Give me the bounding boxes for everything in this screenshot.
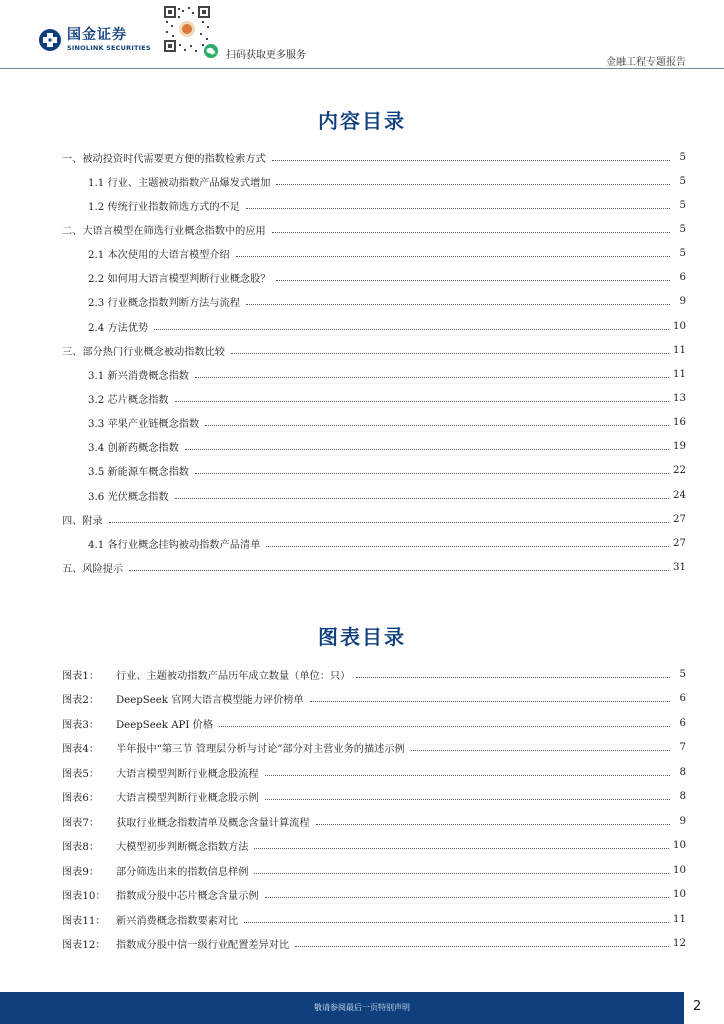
figure-entry-label: 新兴消费概念指数要素对比 <box>116 915 239 927</box>
dot-leader <box>154 329 669 330</box>
toc-entry-label: 3.4 创新药概念指数 <box>88 443 179 455</box>
toc-title: 内容目录 <box>318 109 406 133</box>
dot-leader <box>265 775 670 776</box>
sinolink-logo-icon <box>38 28 62 52</box>
table-of-contents <box>62 145 686 580</box>
page-number: 2 <box>693 999 702 1014</box>
toc-entry-label: 三、部分热门行业概念被动指数比较 <box>62 346 225 358</box>
qr-caption: 扫码获取更多服务 <box>226 50 306 61</box>
toc-entry-label: 四、附录 <box>62 515 103 527</box>
toc-entry[interactable] <box>62 193 686 217</box>
toc-entry-label: 3.6 光伏概念指数 <box>88 491 169 503</box>
figure-entry-page: 10 <box>673 840 686 852</box>
footer-page-box <box>684 992 724 1024</box>
dot-leader <box>310 701 670 702</box>
figure-entry-page: 5 <box>679 668 686 680</box>
figure-entry-id: 图表5： <box>62 768 100 780</box>
figure-entry[interactable] <box>62 858 686 883</box>
figure-entry-label: DeepSeek 官网大语言模型能力评价榜单 <box>116 695 304 707</box>
toc-entry[interactable] <box>62 314 686 338</box>
figure-entry[interactable] <box>62 662 686 687</box>
dot-leader <box>411 750 670 751</box>
toc-entry[interactable] <box>62 507 686 531</box>
toc-entry-page: 11 <box>673 344 686 356</box>
dot-leader <box>276 280 670 281</box>
dot-leader <box>195 377 669 378</box>
figure-entry-label: 获取行业概念指数清单及概念含量计算流程 <box>116 817 310 829</box>
toc-entry-page: 6 <box>679 272 686 284</box>
toc-entry-label: 二、大语言模型在筛选行业概念指数中的应用 <box>62 225 266 237</box>
report-type: 金融工程专题报告 <box>606 57 686 68</box>
toc-entry-label: 3.3 苹果产业链概念指数 <box>88 419 200 431</box>
figure-entry-id: 图表3： <box>62 719 100 731</box>
toc-entry[interactable] <box>62 338 686 362</box>
toc-entry[interactable] <box>62 386 686 410</box>
toc-entry-page: 31 <box>673 561 686 573</box>
toc-entry[interactable] <box>62 169 686 193</box>
figure-entry-id: 图表7： <box>62 817 100 829</box>
figure-entry-label: 行业、主题被动指数产品历年成立数量（单位：只） <box>116 670 351 682</box>
toc-entry-page: 5 <box>679 199 686 211</box>
figure-entry-label: 半年报中“第三节 管理层分析与讨论”部分对主营业务的描述示例 <box>116 744 405 756</box>
toc-entry-page: 10 <box>673 320 686 332</box>
figure-entry-id: 图表2： <box>62 695 100 707</box>
figure-entry-page: 11 <box>673 913 686 925</box>
figure-entry-id: 图表8： <box>62 842 100 854</box>
toc-entry[interactable] <box>62 411 686 435</box>
toc-entry[interactable] <box>62 266 686 290</box>
toc-entry[interactable] <box>62 531 686 555</box>
toc-entry-page: 27 <box>673 537 686 549</box>
dot-leader <box>254 848 669 849</box>
page-header <box>0 0 724 72</box>
dot-leader <box>272 232 670 233</box>
figure-entry-id: 图表11： <box>62 915 106 927</box>
toc-entry[interactable] <box>62 435 686 459</box>
figure-entry[interactable] <box>62 809 686 834</box>
company-logo <box>38 28 151 52</box>
figure-entry[interactable] <box>62 907 686 932</box>
dot-leader <box>236 256 670 257</box>
figure-entry[interactable] <box>62 711 686 736</box>
toc-entry[interactable] <box>62 555 686 579</box>
logo-name-cn: 国金证券 <box>67 27 127 44</box>
dot-leader <box>316 824 670 825</box>
toc-entry[interactable] <box>62 290 686 314</box>
dot-leader <box>185 449 669 450</box>
figures-title: 图表目录 <box>318 625 406 649</box>
logo-name-en: SINOLINK SECURITIES <box>67 44 151 53</box>
figure-entry-page: 6 <box>679 693 686 705</box>
figure-entry-label: DeepSeek API 价格 <box>116 719 214 731</box>
dot-leader <box>272 160 670 161</box>
figure-entry-page: 6 <box>679 717 686 729</box>
figure-entry-page: 10 <box>673 889 686 901</box>
figure-entry-id: 图表12： <box>62 940 106 952</box>
toc-entry-page: 5 <box>679 248 686 260</box>
toc-entry[interactable] <box>62 362 686 386</box>
toc-entry-page: 13 <box>673 392 686 404</box>
figure-entry-id: 图表1： <box>62 670 100 682</box>
figure-entry-page: 8 <box>679 791 686 803</box>
figure-entry[interactable] <box>62 736 686 761</box>
dot-leader <box>246 208 670 209</box>
figure-entry-id: 图表6： <box>62 793 100 805</box>
figure-entry[interactable] <box>62 687 686 712</box>
figure-entry-id: 图表4： <box>62 744 100 756</box>
figure-entry[interactable] <box>62 834 686 859</box>
figure-entry-page: 7 <box>679 742 686 754</box>
toc-entry-page: 5 <box>679 175 686 187</box>
toc-entry-page: 19 <box>673 441 686 453</box>
dot-leader <box>356 677 670 678</box>
dot-leader <box>265 799 670 800</box>
toc-entry-label: 3.1 新兴消费概念指数 <box>88 370 189 382</box>
figure-entry-id: 图表9： <box>62 866 100 878</box>
toc-entry-page: 9 <box>679 296 686 308</box>
footer-disclaimer: 敬请参阅最后一页特别声明 <box>314 1003 410 1012</box>
figure-entry-label: 指数成分股中信一级行业配置差异对比 <box>116 940 290 952</box>
toc-entry-label: 2.3 行业概念指数判断方法与流程 <box>88 298 240 310</box>
toc-entry-page: 5 <box>679 223 686 235</box>
toc-entry-page: 22 <box>673 465 686 477</box>
toc-entry-label: 1.1 行业、主题被动指数产品爆发式增加 <box>88 177 271 189</box>
header-divider <box>0 68 724 69</box>
dot-leader <box>175 498 669 499</box>
toc-entry-page: 5 <box>679 151 686 163</box>
toc-entry[interactable] <box>62 483 686 507</box>
figure-entry-id: 图表10： <box>62 891 106 903</box>
figure-entry-label: 大语言模型判断行业概念股流程 <box>116 768 259 780</box>
toc-entry-label: 2.1 本次使用的大语言模型介绍 <box>88 250 230 262</box>
toc-entry[interactable] <box>62 459 686 483</box>
figure-entry[interactable] <box>62 883 686 908</box>
toc-entry-label: 1.2 传统行业指数筛选方式的不足 <box>88 201 240 213</box>
dot-leader <box>295 946 669 947</box>
figure-entry-page: 8 <box>679 766 686 778</box>
list-of-figures <box>62 662 686 956</box>
toc-entry[interactable] <box>62 242 686 266</box>
dot-leader <box>175 401 669 402</box>
figure-entry[interactable] <box>62 932 686 957</box>
toc-entry-page: 16 <box>673 417 686 429</box>
figure-entry[interactable] <box>62 760 686 785</box>
dot-leader <box>129 570 669 571</box>
figure-entry-page: 9 <box>679 815 686 827</box>
toc-entry-label: 4.1 各行业概念挂钩被动指数产品清单 <box>88 539 261 551</box>
figure-entry-label: 指数成分股中芯片概念含量示例 <box>116 891 259 903</box>
figure-entry-label: 大模型初步判断概念指数方法 <box>116 842 249 854</box>
dot-leader <box>109 522 669 523</box>
toc-entry-label: 2.2 如何用大语言模型判断行业概念股？ <box>88 274 271 286</box>
figure-entry-label: 部分筛选出来的指数信息样例 <box>116 866 249 878</box>
toc-entry[interactable] <box>62 145 686 169</box>
toc-entry-page: 11 <box>673 368 686 380</box>
figure-entry-label: 大语言模型判断行业概念股示例 <box>116 793 259 805</box>
dot-leader <box>246 304 670 305</box>
dot-leader <box>276 184 670 185</box>
toc-entry-label: 五、风险提示 <box>62 563 124 575</box>
toc-entry[interactable] <box>62 217 686 241</box>
dot-leader <box>195 473 669 474</box>
dot-leader <box>244 922 669 923</box>
toc-entry-label: 3.2 芯片概念指数 <box>88 394 169 406</box>
dot-leader <box>266 546 669 547</box>
figure-entry[interactable] <box>62 785 686 810</box>
figure-entry-page: 10 <box>673 864 686 876</box>
toc-entry-label: 2.4 方法优势 <box>88 322 149 334</box>
dot-leader <box>265 897 669 898</box>
dot-leader <box>219 726 670 727</box>
wechat-icon <box>204 44 218 58</box>
toc-entry-label: 一、被动投资时代需要更方便的指数检索方式 <box>62 153 266 165</box>
toc-entry-page: 24 <box>673 489 686 501</box>
dot-leader <box>254 873 669 874</box>
toc-entry-label: 3.5 新能源车概念指数 <box>88 467 189 479</box>
dot-leader <box>231 353 669 354</box>
figure-entry-page: 12 <box>673 938 686 950</box>
toc-entry-page: 27 <box>673 513 686 525</box>
dot-leader <box>205 425 669 426</box>
